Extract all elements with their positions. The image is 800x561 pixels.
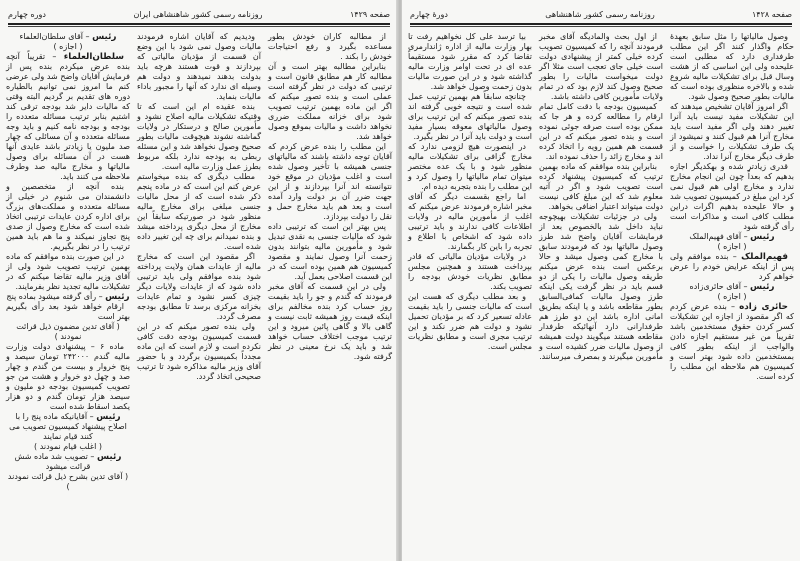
speaker-line xyxy=(670,282,794,292)
paragraph: بیا ترسد علی کل نخواهیم رفت تا بهار وزارت مالیه از اداره ژاندارمری تقاضا کرد که مقرر شود مستقیماً عده ای در تحت اوامر وزارت مالیه گذاشته شود و در این صورت مالیات بدون زحمت وصول خواهد شد. xyxy=(408,32,532,91)
speech-text: – تقریباً آنچه بنده عرض میکردم بنده پس از فرمایش آقایان واضح شد ولی عرضی کنم ما امروز نمی توانیم بالطیاره دوره های تقدیم بر گردیم البته وقتی که مالیات دایر شد بودجه ترقی کند اشتیم بنابر ترتیب مسائله متعدده را بودجه و بودجه نامه کنیم و باید وجه مسائله متعدده و آن مسائلی که چهار صد ملیون یا زیادتر باشد عایدی آنها هست در آن مسائله برای وصول مالیاتها و مخارج مالیه صد وطرف ملاحظه می کنند باید. xyxy=(6,52,130,181)
stage-note: ( اغلب قیام نمودند ) xyxy=(34,442,102,451)
speech-text: – بنده عرض کردم که اگر مقصود از اجازه این تشکیلات کسر کردن حقوق مستخدمین باشد تقریباً من غیر مستقیم اجازه دادن والواجب از اینکه بطور کافی بمستخدمین داده شود بهتر است و کمیسیون هم ملاحظه این مطلب را کرده است. xyxy=(670,302,794,381)
stage-note: ( آقای تدین بشرح ذیل قرائت نمودند ) xyxy=(7,472,129,491)
text-columns xyxy=(6,32,392,492)
paragraph: قدری زیادتر شده و بهکدیگر اجازه بدهیم که بعداً چون این انجام مخارج ندارد و مخارج اولی هم قبول نمی کرد این مبلغ در کمیسیون تصویب شد و حالا علیحده بدهیم اگرات دراین مطلب کافی است و مذاکرات است رأی گرفته شود xyxy=(670,162,794,231)
speech-text: – آقای فهیم‌الملک xyxy=(689,232,748,241)
paragraph: وصول مالیاتها را مثل سابق بعهدهٔ حکام واگذار کنند اگر این مطلب طرفداری دارد که مطلبی است علیحده ولی این اساسی که از هشت وسال قبل برای تشکیلات مالیه شروع شده و بالاخره منظوری بوده است که مالیات بطور صحیح وصول شود. xyxy=(670,32,794,101)
speaker-line xyxy=(6,292,130,302)
speech-text: – آقای حائری‌زاده xyxy=(689,282,748,291)
speaker-name: حائری زاده xyxy=(739,302,788,312)
paragraph: اما راجع بقسمت دیگر که آقای مخبر اشاره فرمودند عرض میکنم که اغلب از مأمورین مالیه در ولایات اطلاعات کافی ندارند و باید ترتیبی داده شود که اشخاص با اطلاع و تجربه را باین کار بگمارند. xyxy=(408,192,532,251)
paragraph: ولی بنده تصور میکنم که در این قسمت کمیسیون بودجه دقت کافی نکرده است و لازم است که این ماده مجدداً بکمیسیون برگردد و با حضور آقای وزیر مالیه مذاکره شود تا ترتیب صحیحی اتخاذ گردد. xyxy=(137,322,261,381)
speaker-name: سلطان‌العلماء xyxy=(63,52,124,62)
stage-note: ( اجازه ) xyxy=(53,42,83,51)
period-label: دورهٔ چهارم xyxy=(410,10,448,19)
paragraph: در این صورت بنده موافقم که ماده بهمین ترتیب تصویب شود ولی از آقای وزیر مالیه تقاضا میکنم که در تشکیلات مالیه تجدید نظر بفرمایند. xyxy=(6,252,130,291)
page-header xyxy=(8,7,390,22)
page-header xyxy=(410,7,792,22)
paragraph: بنابراین مطالبه بهتر است و آن مطالبه کار هم مطابق قانون است و ترتیبی که دولت در نظر گرفته است عملی است و بنده تصور میکنم که اگر این ماده بهمین ترتیب تصویب شود برای خزانه مملکت ضرری نخواهد داشت و مالیات بموقع وصول خواهد شد. xyxy=(268,62,392,141)
column xyxy=(6,32,130,492)
speaker-line xyxy=(670,232,794,242)
paragraph: ولی در این قسمت که آقای مخبر فرمودند که گندم و جو را باید بقیمت روز حساب کرد بنده مخالفم برای اینکه قیمت روز همیشه ثابت نیست و گاهی بالا و گاهی پائین میرود و این ترتیب موجب اختلاف حساب خواهد شد و باید یک نرخ معینی در نظر گرفته شود. xyxy=(268,282,392,361)
speaker-line xyxy=(6,452,130,472)
right-page xyxy=(402,0,800,561)
header-rule xyxy=(410,23,792,27)
paragraph: ارقام خواهد شود بعد رأی بگیریم بهتر است xyxy=(6,302,130,321)
column xyxy=(268,32,392,492)
column xyxy=(408,32,532,382)
stage-note: ( اجازه ) xyxy=(717,292,747,301)
speaker-name: فهیم‌الملک xyxy=(741,252,788,262)
header-rule xyxy=(8,23,390,27)
paragraph: کمیسیون بودجه با دقت کامل تمام ارقام را مطالعه کرده و هر جا که ممکن بوده است صرفه جوئی نموده است و بنده تصور میکنم که در این قسمت هم همین رویه را اتخاذ کرده اند و مخارج زائد را حذف نموده اند. xyxy=(539,102,663,161)
column xyxy=(137,32,261,492)
paragraph: بنده آنچه از متخصصین و دانشمندان می شنوم در خیلی از مسائله متعدده و مملکت‌های بزرگ برای اداره کردن عایدات ترتیبی اتخاذ شده است که مخارج وصول از صدی پنج تجاوز نمیکند و ما هم باید همین ترتیب را در نظر بگیریم. xyxy=(6,182,130,251)
newspaper-title: روزنامه رسمی کشور شاهنشاهی ایران xyxy=(133,10,263,19)
text-columns xyxy=(408,32,794,382)
speech-text: – تصویب شد ماده شش قرائت میشود xyxy=(14,452,95,471)
paragraph: این مطلب را بنده عرض کردم که آقایان توجه داشته باشند که مالیاتهای جنسی همیشه با تأخیر وصول شده است و اغلب مؤدیان در موقع خود نتوانسته اند آنرا بپردازند و از این جهت ضرر آن بر دولت وارد آمده است و بعد هم باید مخارج حمل و نقل را دولت بپردازد. xyxy=(268,142,392,221)
speech-text: – آقای سلطان‌العلماء xyxy=(19,32,90,41)
left-page xyxy=(0,0,398,561)
paragraph: اگر امروز آقایان تشخیص میدهند که این تشکیلات مفید نیست باید آنرا تغییر دهند ولی اگر مفید است باید مخارج آنرا هم قبول کنند و نمیشود از یک طرف تشکیلات را خواست و از طرف دیگر مخارج آنرا نداد. xyxy=(670,102,794,161)
paragraph: مطلب دیگری که بنده میخواستم عرض کنم این است که در ماده پنجم ذکر شده است که از محل مالیات جنسی مبلغی برای مخارج مالیه منظور شود در صورتیکه سابقاً این مخارج از محل دیگری پرداخته میشد و بنده نمیدانم برای چه این تغییر داده شده است. xyxy=(137,172,261,251)
paragraph: ماده ۶ – پیشنهادی دولت وزارت مالیه گندم ۲۴۲۰۰۰ تومان سیصد و پنج خروار و بیست من گندم و چهار صد و چهل دو خروار و هشت من جو تصویب کمیسیون بودجه دو ملیون و سیصد هزار تومان گندم و دو هزار یکصد اسقاط شده است xyxy=(6,342,131,411)
speech-paragraph xyxy=(6,52,130,182)
paragraph: در اینصورت هیچ لزومی ندارد که مخارج گزافی برای تشکیلات مالیه منظور شود و با یک عده مختصر میتوان تمام مالیاتها را وصول کرد و این مطلب را بنده بتجربه دیده ام. xyxy=(408,142,532,191)
speech-text: – آقایانیکه ماده پنج را با اصلاح پیشنهاد کمیسیون تصویب می کنند قیام نمایند xyxy=(9,412,127,441)
column xyxy=(539,32,663,382)
page-number: صفحه ۱۴۲۹ xyxy=(349,10,390,19)
column xyxy=(670,32,794,382)
speaker-line xyxy=(6,32,130,42)
speech-paragraph xyxy=(670,302,794,382)
speaker-line xyxy=(6,412,130,442)
speaker-name: رئیس xyxy=(96,452,122,462)
paragraph: اگر مقصود این است که مخارج مالیه از عایدات همان ولایت پرداخته شود بنده موافقم ولی باید ترتیبی داده شود که از عایدات ولایات دیگر چیزی کسر نشود و تمام عایدات بخزانه مرکزی برسد تا مطابق بودجه مصرف گردد. xyxy=(137,252,261,321)
paragraph: از اول بحث والمادیگه آقای مخبر فرمودند آنچه را که کمیسیون تصویب کرده خیلی کمتر از پیشنهادی دولت است خیلی جای تعجب است مثلا اگر دولت میخواست مالیات را بطور صحیح وصول کند لازم بود که در تمام ولایات مأمورین کافی داشته باشد. xyxy=(539,32,663,101)
speaker-name: رئیس xyxy=(92,32,117,42)
paragraph: و بعد مطلب دیگری که هست این است که مالیات جنسی را باید بقیمت عادله تسعیر کرد که بر مؤدیان تحمیل نشود و دولت هم ضرر نکند و این ترتیب مجری است و مطابق نظریات مجلس است. xyxy=(408,292,532,351)
paragraph: بنده عقیده ام این است که تا وقتیکه تشکیلات مالیه اصلاح نشود و مأمورین صالح و درستکار در ولایات گماشته نشوند هیچوقت مالیات بطور صحیح وصول نخواهد شد و این مسئله ربطی به بودجه ندارد بلکه مربوط بطرز عمل وزارت مالیه است. xyxy=(137,102,261,171)
newspaper-title: روزنامه رسمی کشور شاهنشاهی xyxy=(545,10,655,19)
paragraph: ودیدیم که آقایان اشاره فرمودند مالیات وصول نمی شود با این وضع آن قسمت از مؤدیان مالیاتی که بپردازند و قوت هستند هرچه باید بدولت بدهند نمیدهند و دولت هم وسیله ای ندارد که آنها را مجبور باداء مالیات بنماید. xyxy=(137,32,261,101)
speech-paragraph xyxy=(670,252,794,282)
speaker-name: رئیس xyxy=(750,232,775,242)
speaker-name: رئیس xyxy=(750,282,775,292)
stage-note: ( آقای تدین مضمون ذیل قرائت نمودند ) xyxy=(16,322,120,341)
speaker-name: رئیس xyxy=(96,412,121,422)
stage-note: ( اجازه ) xyxy=(717,242,747,251)
period-label: دوره چهارم xyxy=(8,10,46,19)
paragraph: از مطالبه کاران خودش بطور مساعده بگیرد و رفع احتیاجات خودش را بکند . xyxy=(268,32,392,61)
speech-text: – رأی گرفته میشود بماده پنج xyxy=(6,292,103,301)
paragraph: چنانچه سابقاً هم بهمین ترتیب عمل شده است و نتیجه خوبی گرفته اند بنده تصور میکنم که این ترتیب برای وصول مالیاتهای معوقه بسیار مفید است و دولت باید آنرا در نظر بگیرد. xyxy=(408,92,532,141)
paragraph: بنابراین بنده موافقم که ماده بهمین ترتیب که کمیسیون پیشنهاد کرده است تصویب شود و اگر در آتیه معلوم شد که این مبلغ کافی نیست دولت میتواند اعتبار اضافی بخواهد. xyxy=(539,162,663,211)
page-number: صفحه ۱۴۲۸ xyxy=(751,10,792,19)
paragraph: در ولایات مؤدیان مالیاتی که قادر بپرداخت هستند و همچنین مجلس مطابق نظریات خودش بودجه را تصویب بکند. xyxy=(408,252,532,291)
speaker-name: رئیس xyxy=(105,292,130,302)
speech-text: – بنده موافقم ولی پس از اینکه عرایض خودم را عرض خواهم کرد xyxy=(670,252,794,281)
paragraph: ولی در جزئیات تشکیلات بهیچوجه نباید داخل شد بالخصوص بعد از فرمایشات آقایان واضح شد طرز وصول مالیاتها بود که فرمودند سابق با مخارج کمی وصول میشد و حالا برعکس است بنده عرض میکنم طریقه وصول مالیات را یکی از دو قسم باید در نظر گرفت یکی اینکه طرز وصول مالیات کمافی‌السابق بطور مقاطعه باشد و یا اینکه بطریق امانی اداره باشد این دو طرز هم طرفدارانی دارد آنهائیکه طرفدار مقاطعه هستند میگویند دولت همیشه از وصول مالیات ضرر کشیده است و مأمورین میگیرند و بمصرف میرسانند. xyxy=(539,212,663,361)
paragraph: پس بهتر این است که ترتیبی داده شود که مالیات جنسی به نقدی تبدیل شود و مأمورین مالیه بتوانند بدون زحمت آنرا وصول نمایند و مقصود کمیسیون هم همین بوده است که در این قسمت اصلاحی بعمل آید. xyxy=(268,222,392,281)
